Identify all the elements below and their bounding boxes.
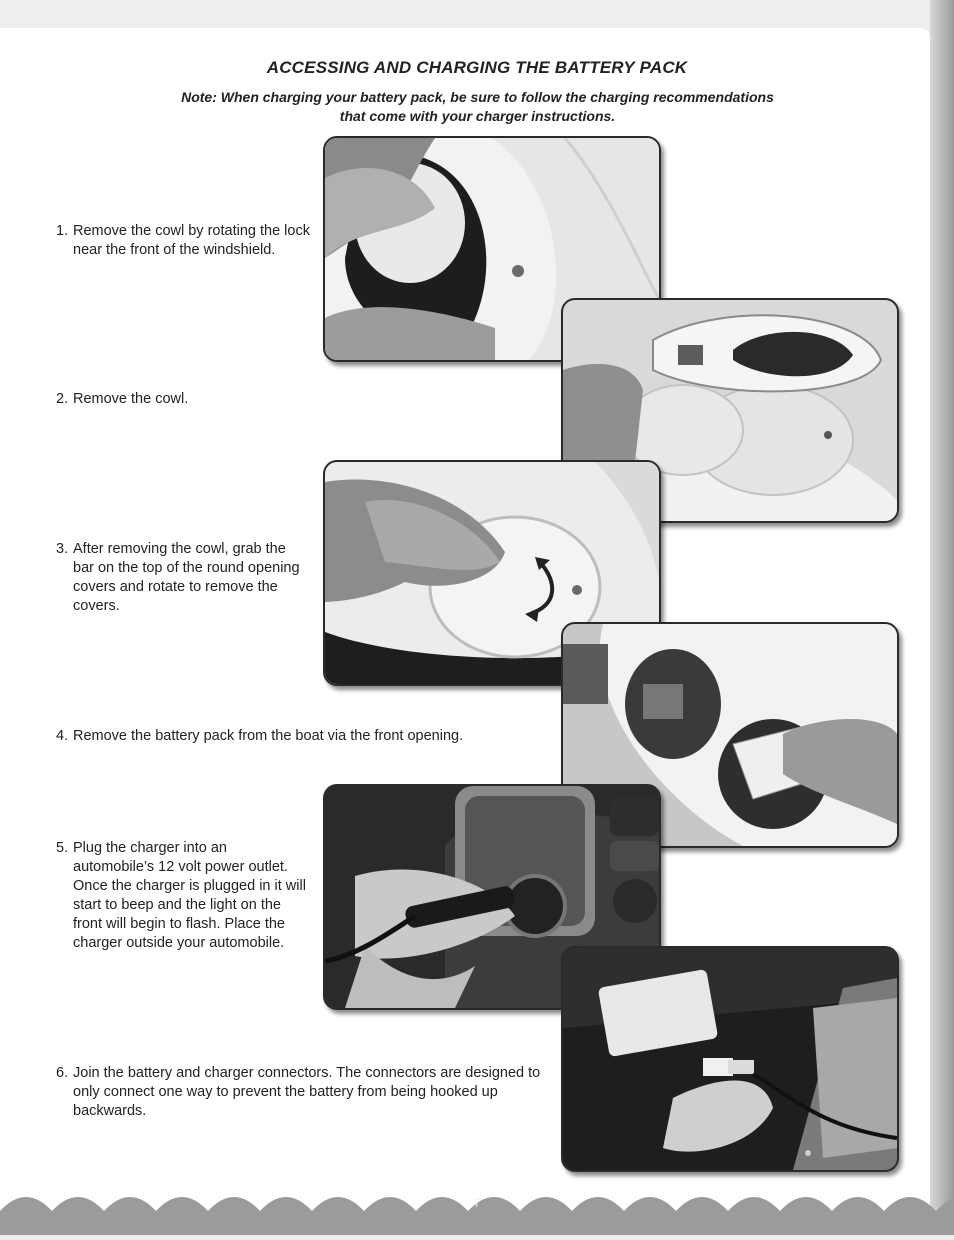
step-number: 1.: [56, 223, 69, 239]
step-text: Plug the charger into an automobile’s 12 volt power outlet. Once the charger is plugged in it will start to beep and the light on the front will begin to flash. Place the charger outside your automobile.: [73, 840, 306, 951]
section-title: ACCESSING AND CHARGING THE BATTERY PACK: [266, 58, 688, 77]
page-number: 7: [473, 1196, 481, 1210]
step-number: 6.: [56, 1065, 69, 1081]
step-text: Remove the cowl.: [73, 391, 189, 407]
step-4: [56, 727, 536, 746]
step-text: Join the battery and charger connectors. The connectors are designed to only connect one way to prevent the battery from being hooked up backwards.: [73, 1065, 541, 1119]
step-text: Remove the battery pack from the boat via the front opening.: [73, 728, 464, 744]
step-number: 2.: [56, 391, 69, 407]
step-text: Remove the cowl by rotating the lock near the front of the windshield.: [73, 223, 310, 258]
photo-join-connectors: [561, 946, 899, 1172]
step-6: [56, 1064, 541, 1121]
step-number: 4.: [56, 728, 69, 744]
step-number: 5.: [56, 840, 69, 856]
charging-note: Note: When charging your battery pack, be sure to follow the charging recommendations that come with your charger instructions.: [181, 89, 774, 124]
step-5: [56, 839, 311, 953]
step-2: [56, 390, 306, 409]
step-text: After removing the cowl, grab the bar on the top of the round opening covers and rotate to remove the covers.: [73, 541, 300, 614]
step-number: 3.: [56, 541, 69, 557]
step-1: [56, 222, 326, 260]
page-edge-strip: [930, 0, 954, 1235]
step-3: [56, 540, 301, 616]
